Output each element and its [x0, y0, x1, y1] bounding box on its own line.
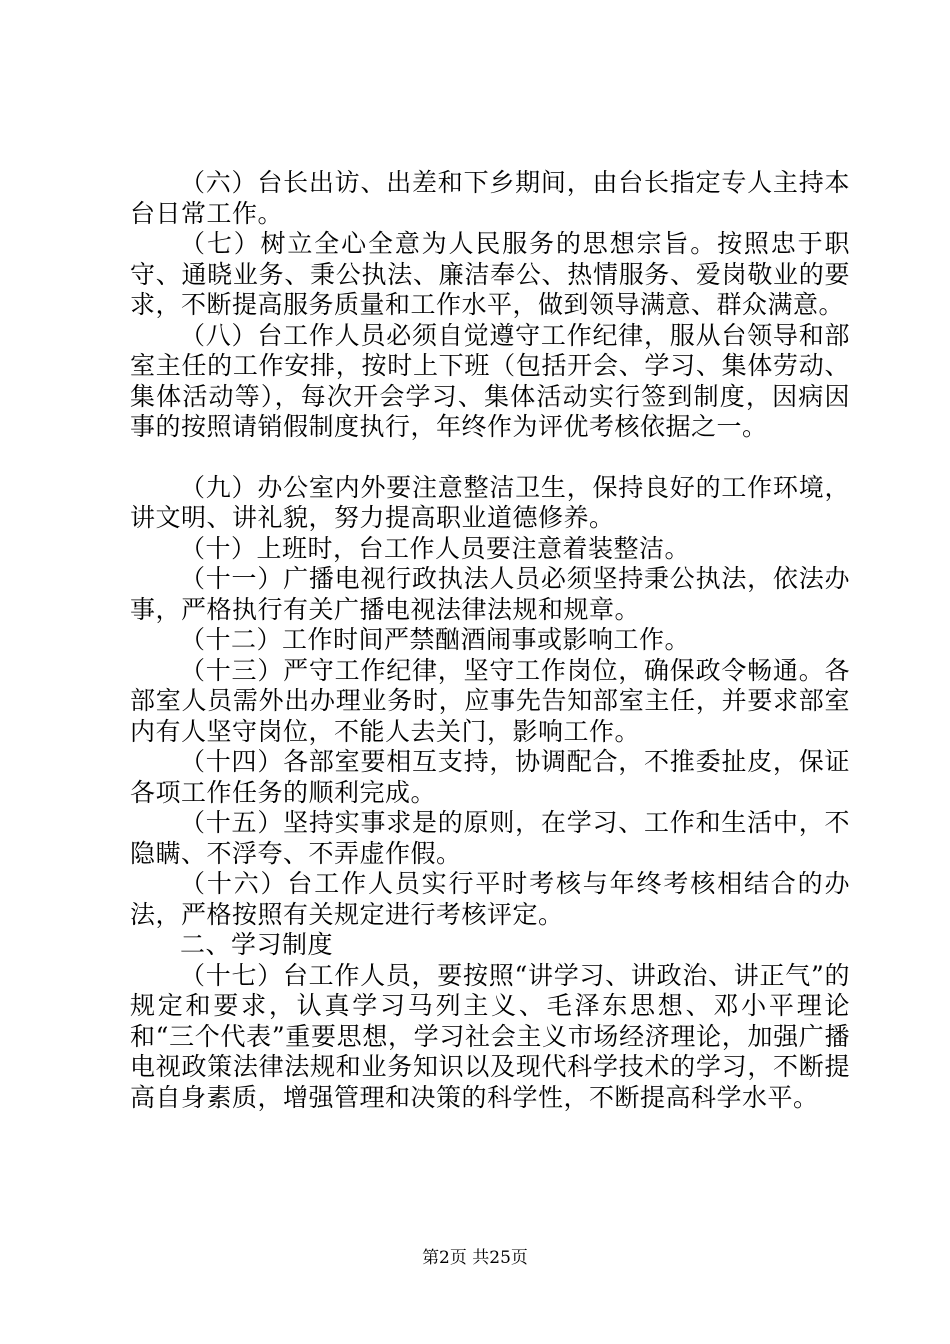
paragraph-6: （六）台长出访、出差和下乡期间，由台长指定专人主持本台日常工作。 [130, 168, 850, 228]
paragraph-17: （十七）台工作人员，要按照“讲学习、讲政治、讲正气”的规定和要求，认真学习马列主义、毛泽东思想、邓小平理论和“三个代表”重要思想，学习社会主义市场经济理论，加强广播电视政策法律法规和业务知识以及现代科学技术的学习，不断提高自身素质，增强管理和决策的科学性，不断提高科学水平。 [130, 960, 850, 1112]
paragraph-12: （十二）工作时间严禁酗酒闹事或影响工作。 [180, 625, 691, 654]
page-footer: 第2页 共25页 [422, 1248, 528, 1268]
paragraph-16: （十六）台工作人员实行平时考核与年终考核相结合的办法，严格按照有关规定进行考核评定。 [130, 869, 850, 929]
document-body [130, 168, 850, 1113]
paragraph-9: （九）办公室内外要注意整洁卫生，保持良好的工作环境，讲文明、讲礼貌，努力提高职业道德修养。 [130, 472, 850, 532]
paragraph-10: （十）上班时，台工作人员要注意着装整洁。 [180, 533, 691, 563]
paragraph-14: （十四）各部室要相互支持，协调配合，不推委扯皮，保证各项工作任务的顺利完成。 [130, 747, 850, 807]
section-heading-study-system: 二、学习制度 [180, 930, 334, 959]
paragraph-gap [130, 443, 850, 473]
paragraph-11: （十一）广播电视行政执法人员必须坚持秉公执法，依法办事，严格执行有关广播电视法律法规和规章。 [130, 564, 850, 624]
paragraph-7: （七）树立全心全意为人民服务的思想宗旨。按照忠于职守、通晓业务、秉公执法、廉洁奉公、热情服务、爱岗敬业的要求，不断提高服务质量和工作水平，做到领导满意、群众满意。 [130, 229, 850, 319]
paragraph-15: （十五）坚持实事求是的原则，在学习、工作和生活中，不隐瞒、不浮夸、不弄虚作假。 [130, 808, 850, 868]
paragraph-8: （八）台工作人员必须自觉遵守工作纪律，服从台领导和部室主任的工作安排，按时上下班（包括开会、学习、集体劳动、集体活动等），每次开会学习、集体活动实行签到制度，因病因事的按照请销假制度执行，年终作为评优考核依据之一。 [130, 320, 850, 441]
paragraph-13: （十三）严守工作纪律，坚守工作岗位，确保政令畅通。各部室人员需外出办理业务时，应事先告知部室主任，并要求部室内有人坚守岗位，不能人去关门，影响工作。 [130, 655, 850, 746]
